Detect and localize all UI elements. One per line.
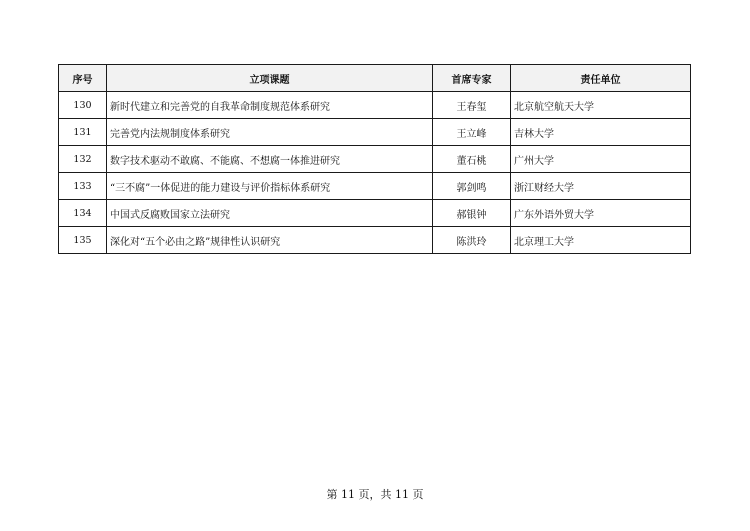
project-table (58, 64, 691, 254)
table-row (59, 92, 691, 119)
project-title: 数字技术驱动不敢腐、不能腐、不想腐一体推进研究 (107, 146, 433, 173)
header-unit: 责任单位 (511, 65, 691, 92)
chief-expert: 郭剑鸣 (433, 173, 511, 200)
row-number: 133 (59, 173, 107, 200)
responsible-unit: 北京航空航天大学 (511, 92, 691, 119)
row-number: 130 (59, 92, 107, 119)
table-row (59, 146, 691, 173)
project-title: “三不腐”一体促进的能力建设与评价指标体系研究 (107, 173, 433, 200)
chief-expert: 王立峰 (433, 119, 511, 146)
responsible-unit: 吉林大学 (511, 119, 691, 146)
project-title: 深化对“五个必由之路”规律性认识研究 (107, 227, 433, 254)
row-number: 131 (59, 119, 107, 146)
responsible-unit: 北京理工大学 (511, 227, 691, 254)
chief-expert: 董石桃 (433, 146, 511, 173)
responsible-unit: 浙江财经大学 (511, 173, 691, 200)
chief-expert: 陈洪玲 (433, 227, 511, 254)
project-title: 新时代建立和完善党的自我革命制度规范体系研究 (107, 92, 433, 119)
responsible-unit: 广东外语外贸大学 (511, 200, 691, 227)
project-title: 完善党内法规制度体系研究 (107, 119, 433, 146)
row-number: 132 (59, 146, 107, 173)
table-row (59, 227, 691, 254)
table-row (59, 173, 691, 200)
project-title: 中国式反腐败国家立法研究 (107, 200, 433, 227)
table-row (59, 200, 691, 227)
table-row (59, 119, 691, 146)
row-number: 134 (59, 200, 107, 227)
page-footer: 第 11 页，共 11 页 (326, 488, 424, 501)
row-number: 135 (59, 227, 107, 254)
header-expert: 首席专家 (433, 65, 511, 92)
responsible-unit: 广州大学 (511, 146, 691, 173)
header-title: 立项课题 (107, 65, 433, 92)
chief-expert: 郝银钟 (433, 200, 511, 227)
chief-expert: 王春玺 (433, 92, 511, 119)
header-no: 序号 (59, 65, 107, 92)
table-header-row (59, 65, 691, 92)
